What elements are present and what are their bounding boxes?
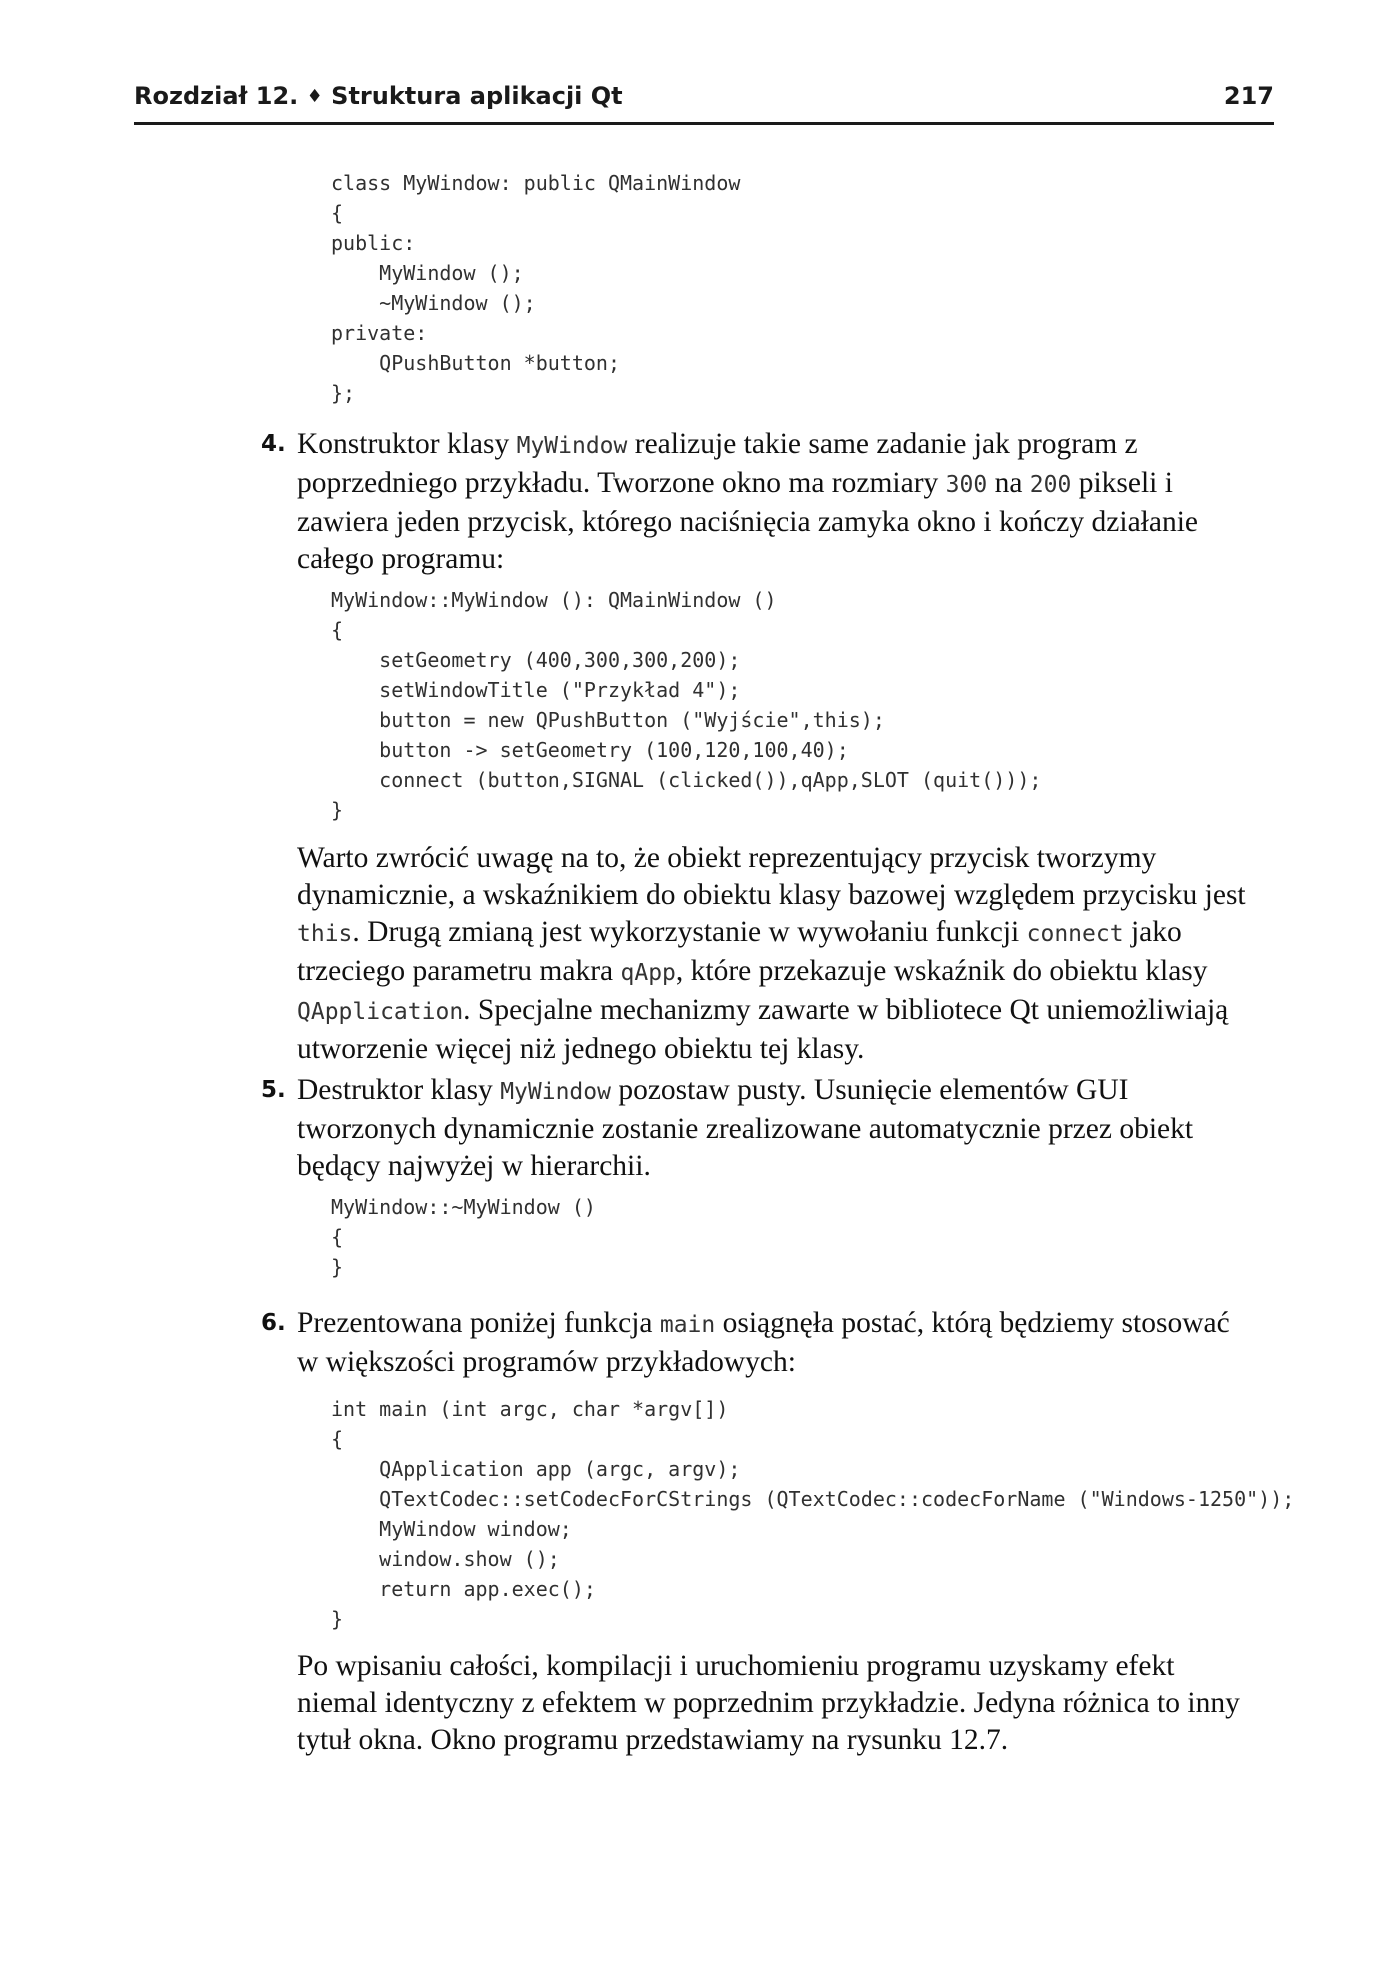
item-number-4: 4.: [261, 431, 286, 457]
page-number: 217: [1223, 82, 1274, 110]
chapter-title: [134, 82, 623, 110]
item-5-paragraph: Destruktor klasy MyWindow pozostaw pusty. Usunięcie elementów GUI tworzonych dynamicznie zostanie zrealizowane automatycznie przez obiekt będący najwyżej w hierarchii.: [297, 1074, 1194, 1182]
code-constructor: MyWindow::MyWindow (): QMainWindow () { setGeometry (400,300,300,200); setWindowTitle ("Przykład 4"); button = new QPushButton ("Wyjście",this); button -> setGeometry (100,120,100,40); connect (button,SIGNAL (clicked()),qApp,SLOT (quit())); }: [331, 588, 1042, 822]
code-main-function: int main (int argc, char *argv[]) { QApplication app (argc, argv); QTextCodec::setCodecForCStrings (QTextCodec::codecForName ("Windows-1250")); MyWindow window; window.show (); return app.exec(); }: [331, 1397, 1295, 1631]
running-header: [134, 80, 1274, 125]
code-destructor: MyWindow::~MyWindow () { }: [331, 1195, 596, 1279]
final-paragraph: Po wpisaniu całości, kompilacji i uruchomieniu programu uzyskamy efekt niemal identyczny z efektem w poprzednim przykładzie. Jedyna różnica to inny tytuł okna. Okno programu przedstawiamy na rysunku 12.7.: [297, 1650, 1240, 1756]
code-class-declaration: class MyWindow: public QMainWindow { public: MyWindow (); ~MyWindow (); private: QPushButton *button; };: [331, 171, 741, 405]
item-number-6: 6.: [261, 1310, 286, 1336]
chapter-label: Rozdział 12.: [134, 82, 299, 110]
item-number-5: 5.: [261, 1077, 286, 1103]
item-6-paragraph: Prezentowana poniżej funkcja main osiągnęła postać, którą będziemy stosować w większości programów przykładowych:: [297, 1307, 1230, 1378]
diamond-separator: ♦: [306, 86, 323, 107]
warto-paragraph: Warto zwrócić uwagę na to, że obiekt reprezentujący przycisk tworzymy dynamicznie, a wskaźnikiem do obiektu klasy bazowej względem przycisku jest this. Drugą zmianą jest wykorzystanie w wywołaniu funkcji connect jako trzeciego parametru makra qApp, które przekazuje wskaźnik do obiektu klasy QApplication. Specjalne mechanizmy zawarte w bibliotece Qt uniemożliwiają utworzenie więcej niż jednego obiektu tej klasy.: [297, 842, 1246, 1065]
item-4-paragraph: Konstruktor klasy MyWindow realizuje takie same zadanie jak program z poprzedniego przykładu. Tworzone okno ma rozmiary 300 na 200 pikseli i zawiera jeden przycisk, którego naciśnięcia zamyka okno i kończy działanie całego programu:: [297, 428, 1198, 575]
chapter-name: Struktura aplikacji Qt: [331, 82, 623, 110]
